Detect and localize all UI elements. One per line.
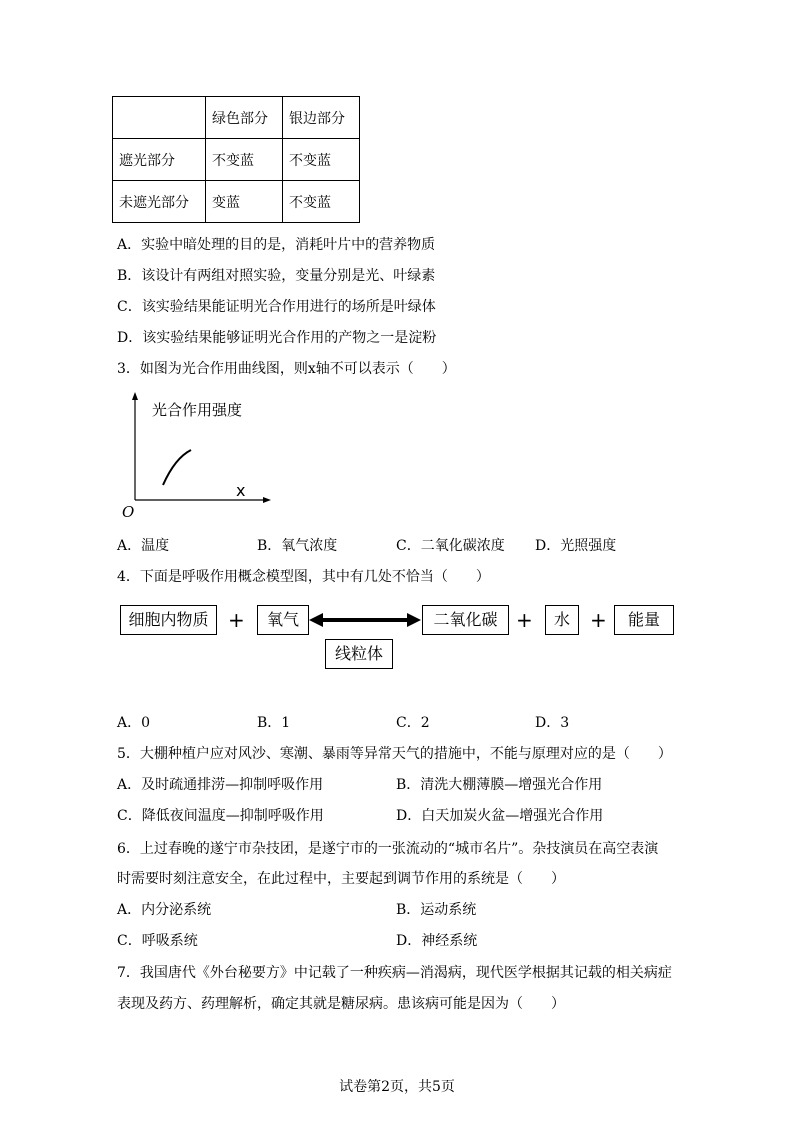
- box-carbon-dioxide: 二氧化碳: [422, 605, 509, 635]
- table-row: [113, 139, 360, 181]
- q6-option-a: A．内分泌系统: [117, 902, 212, 918]
- q3-option-a: A．温度: [117, 538, 170, 554]
- table-header-row: [113, 97, 360, 139]
- q3-stem: 3．如图为光合作用曲线图，则x轴不可以表示（ ）: [117, 361, 456, 377]
- q6-stem-line1: 6．上过春晚的遂宁市杂技团，是遂宁市的一张流动的“城市名片”。杂技演员在高空表演: [117, 841, 659, 857]
- q3-option-c: C．二氧化碳浓度: [396, 538, 505, 554]
- box-mitochondria: 线粒体: [325, 639, 393, 669]
- x-axis-arrow: [263, 497, 271, 503]
- plus-sign: +: [590, 608, 607, 632]
- result-table: [112, 96, 360, 223]
- q4-stem: 4．下面是呼吸作用概念模型图，其中有几处不恰当（ ）: [117, 569, 490, 585]
- table-header-cell: 绿色部分: [206, 97, 283, 139]
- table-header-cell: [113, 97, 206, 139]
- table-cell: 不变蓝: [283, 181, 360, 223]
- box-cell-substances: 细胞内物质: [120, 605, 217, 635]
- q5-option-c: C．降低夜间温度—抑制呼吸作用: [117, 808, 324, 824]
- page-footer: 试卷第2页，共5页: [339, 1079, 455, 1095]
- table-cell: 遮光部分: [113, 139, 206, 181]
- plus-sign: +: [228, 608, 245, 632]
- graph-origin-label: O: [122, 503, 135, 521]
- q3-option-b: B．氧气浓度: [257, 538, 338, 554]
- q2-option-d: D．该实验结果能够证明光合作用的产物之一是淀粉: [117, 330, 437, 346]
- table-row: [113, 181, 360, 223]
- q2-option-b: B．该设计有两组对照实验，变量分别是光、叶绿素: [117, 268, 436, 284]
- y-axis-arrow: [132, 392, 138, 400]
- table-cell: 变蓝: [206, 181, 283, 223]
- q5-stem: 5．大棚种植户应对风沙、寒潮、暴雨等异常天气的措施中，不能与原理对应的是（ ）: [117, 746, 672, 762]
- q4-option-d: D．3: [535, 715, 570, 731]
- double-arrow: [309, 611, 421, 629]
- graph-x-label: x: [236, 481, 246, 500]
- curve: [163, 450, 191, 485]
- box-water: 水: [545, 605, 579, 635]
- table-cell: 不变蓝: [283, 139, 360, 181]
- q6-option-b: B．运动系统: [396, 902, 477, 918]
- box-energy: 能量: [614, 605, 674, 635]
- table-cell: 未遮光部分: [113, 181, 206, 223]
- plus-sign: +: [516, 608, 533, 632]
- q7-stem-line2: 表现及药方、药理解析，确定其就是糖尿病。患该病可能是因为（ ）: [117, 996, 565, 1012]
- q4-option-c: C．2: [396, 715, 430, 731]
- q6-option-c: C．呼吸系统: [117, 933, 198, 949]
- table-header-cell: 银边部分: [283, 97, 360, 139]
- q2-option-a: A．实验中暗处理的目的是，消耗叶片中的营养物质: [117, 237, 436, 253]
- q5-option-a: A．及时疏通排涝—抑制呼吸作用: [117, 777, 324, 793]
- q2-option-c: C．该实验结果能证明光合作用进行的场所是叶绿体: [117, 299, 436, 315]
- graph-y-label: 光合作用强度: [152, 401, 243, 419]
- q4-option-a: A．0: [117, 715, 151, 731]
- q5-option-d: D．白天加炭火盆—增强光合作用: [396, 808, 604, 824]
- q6-option-d: D．神经系统: [396, 933, 478, 949]
- table-cell: 不变蓝: [206, 139, 283, 181]
- box-oxygen: 氧气: [257, 605, 309, 635]
- q7-stem-line1: 7．我国唐代《外台秘要方》中记载了一种疾病—消渴病，现代医学根据其记载的相关病症: [117, 965, 672, 981]
- q3-option-d: D．光照强度: [535, 538, 617, 554]
- q6-stem-line2: 时需要时刻注意安全，在此过程中，主要起到调节作用的系统是（ ）: [117, 871, 565, 887]
- q5-option-b: B．清洗大棚薄膜—增强光合作用: [396, 777, 603, 793]
- q4-option-b: B．1: [257, 715, 291, 731]
